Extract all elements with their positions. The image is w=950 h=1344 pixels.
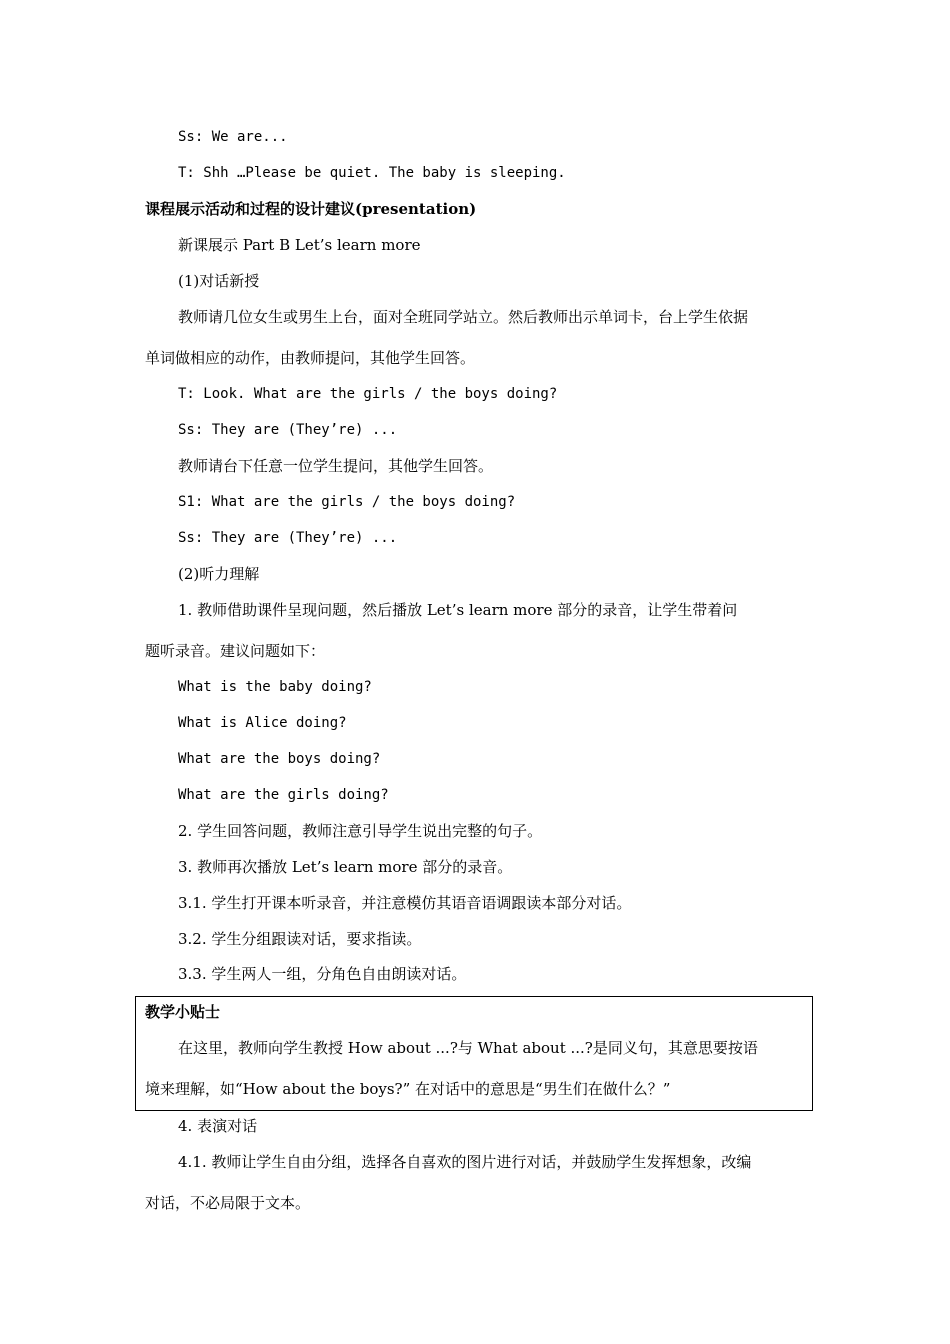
tip-text: 境来理解，如“How about the boys?” 在对话中的意思是“男生们在做什么？” <box>145 1080 671 1098</box>
step-line: 3.2. 学生分组跟读对话，要求指读。 <box>178 930 422 948</box>
section-heading: 课程展示活动和过程的设计建议(presentation) <box>145 200 477 218</box>
step-line: 4.1. 教师让学生自由分组，选择各自喜欢的图片进行对话，并鼓励学生发挥想象，改编 <box>178 1153 752 1171</box>
paragraph-line: 教师请几位女生或男生上台，面对全班同学站立。然后教师出示单词卡，台上学生依据 <box>178 308 749 326</box>
paragraph-line: 教师请台下任意一位学生提问，其他学生回答。 <box>178 457 494 475</box>
step-line: 3.3. 学生两人一组，分角色自由朗读对话。 <box>178 965 467 983</box>
dialogue-line: Ss: They are (They’re) ... <box>178 422 398 438</box>
paragraph-line: 题听录音。建议问题如下： <box>145 642 326 660</box>
dialogue-line: Ss: We are... <box>178 129 288 145</box>
question-line: What is Alice doing? <box>178 715 347 731</box>
step-line: 4. 表演对话 <box>178 1117 258 1135</box>
question-line: What is the baby doing? <box>178 679 372 695</box>
step-line: 对话，不必局限于文本。 <box>145 1194 311 1212</box>
paragraph-line: 新课展示 Part B Let’s learn more <box>178 236 421 254</box>
question-line: What are the boys doing? <box>178 751 381 767</box>
paragraph-line: 1. 教师借助课件呈现问题，然后播放 Let’s learn more 部分的录音，让学生带着问 <box>178 601 738 619</box>
subsection-title: (1)对话新授 <box>178 272 260 290</box>
dialogue-line: T: Look. What are the girls / the boys doing? <box>178 386 558 402</box>
tip-title: 教学小贴士 <box>145 1003 221 1021</box>
subsection-title: (2)听力理解 <box>178 565 260 583</box>
step-line: 3. 教师再次播放 Let’s learn more 部分的录音。 <box>178 858 513 876</box>
step-line: 3.1. 学生打开课本听录音，并注意模仿其语音语调跟读本部分对话。 <box>178 894 632 912</box>
question-line: What are the girls doing? <box>178 787 389 803</box>
dialogue-line: T: Shh …Please be quiet. The baby is sleeping. <box>178 165 566 181</box>
dialogue-line: Ss: They are (They’re) ... <box>178 530 398 546</box>
step-line: 2. 学生回答问题，教师注意引导学生说出完整的句子。 <box>178 822 543 840</box>
dialogue-line: S1: What are the girls / the boys doing? <box>178 494 516 510</box>
paragraph-line: 单词做相应的动作，由教师提问，其他学生回答。 <box>145 349 476 367</box>
tip-text: 在这里，教师向学生教授 How about ...?与 What about ...?是同义句，其意思要按语 <box>178 1039 758 1057</box>
